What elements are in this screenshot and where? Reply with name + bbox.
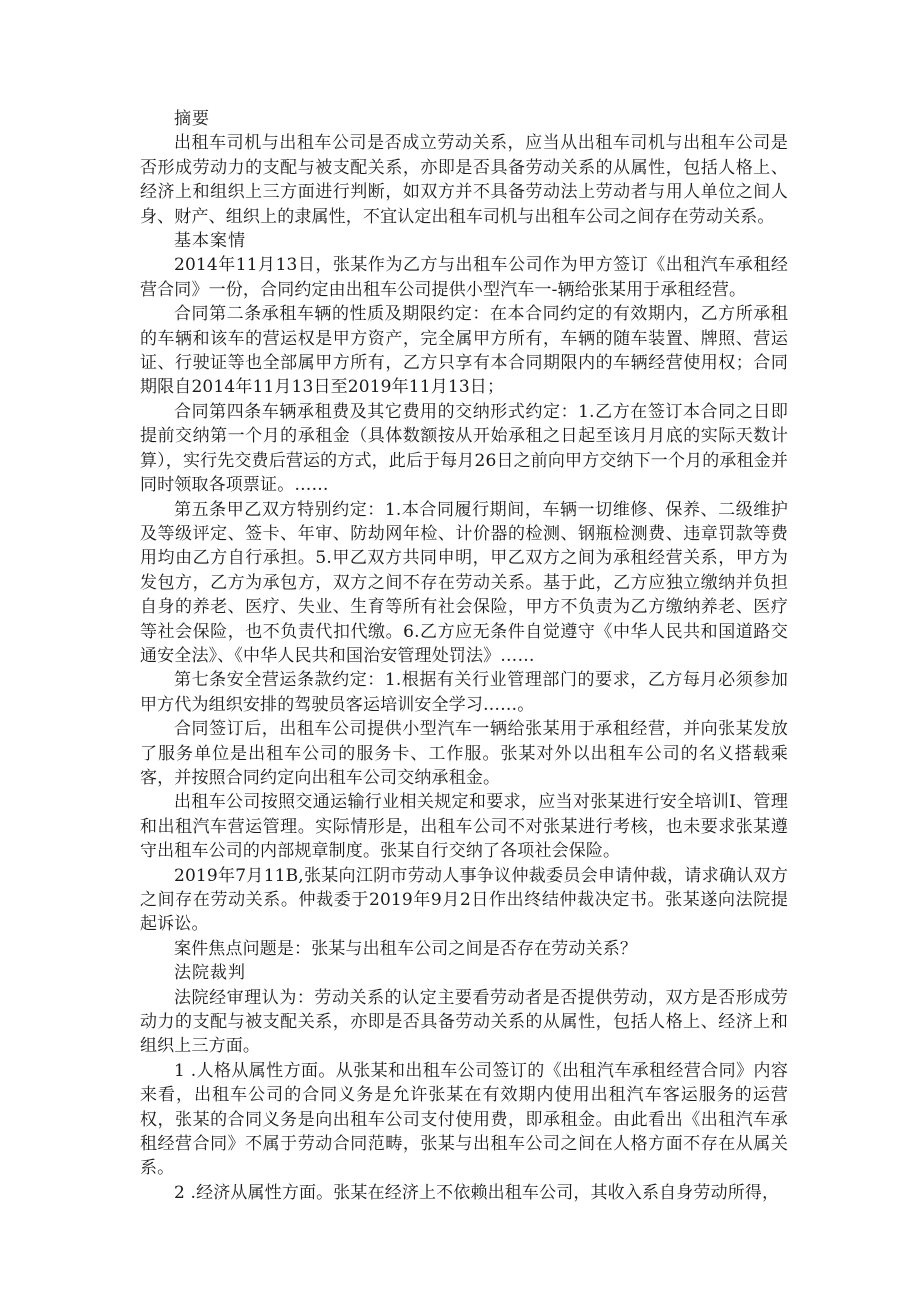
case-paragraph-7: 出租车公司按照交通运输行业相关规定和要求，应当对张某进行安全培训I、管理和出租汽车营运管理。实际情形是，出租车公司不对张某进行考核，也未要求张某遵守出租车公司的内部规章制度。张某自行交纳了各项社会保险。 xyxy=(140,792,788,862)
document-page xyxy=(140,107,788,1205)
case-focus-question: 案件焦点问题是：张某与出租车公司之间是否存在劳动关系？ xyxy=(174,938,638,959)
ruling-paragraph-1: 法院经审理认为：劳动关系的认定主要看劳动者是否提供劳动，双方是否形成劳动力的支配与被支配关系，亦即是否具备劳动关系的从属性，包括人格上、经济上和组织上三方面。 xyxy=(140,987,788,1057)
case-paragraph-2: 合同第二条承租车辆的性质及期限约定：在本合同约定的有效期内，乙方所承租的车辆和该车的营运权是甲方资产，完全属甲方所有，车辆的随车装置、牌照、营运证、行驶证等也全部属甲方所有，乙方只享有本合同期限内的车辆经营使用权；合同期限自2014年11月13日至2019年11月13日； xyxy=(140,304,788,398)
summary-paragraph: 出租车司机与出租车公司是否成立劳动关系，应当从出租车司机与出租车公司是否形成劳动力的支配与被支配关系，亦即是否具备劳动关系的从属性，包括人格上、经济上和组织上三方面进行判断，如双方并不具备劳动法上劳动者与用人单位之间人身、财产、组织上的隶属性，不宜认定出租车司机与出租车公司之间存在劳动关系。 xyxy=(140,133,788,227)
case-paragraph-3: 合同第四条车辆承租费及其它费用的交纳形式约定：1.乙方在签订本合同之日即提前交纳第一个月的承租金（具体数额按从开始承租之日起至该月月底的实际天数计算），实行先交费后营运的方式，此后于每月26日之前向甲方交纳下一个月的承租金并同时领取各项票证。…… xyxy=(140,401,788,496)
case-paragraph-6: 合同签订后，出租车公司提供小型汽车一辆给张某用于承租经营，并向张某发放了服务单位是出租车公司的服务卡、工作服。张某对外以出租车公司的名义搭载乘客，并按照合同约定向出租车公司交纳承租金。 xyxy=(140,719,788,788)
ruling-paragraph-2: 1 .人格从属性方面。从张某和出租车公司签订的《出租汽车承租经营合同》内容来看，出租车公司的合同义务是允许张某在有效期内使用出租汽车客运服务的运营权，张某的合同义务是向出租车公司支付使用费，即承租金。由此看出《出租汽车承租经营合同》不属于劳动合同范畴，张某与出租车公司之间在人格方面不存在从属关系。 xyxy=(140,1060,788,1179)
ruling-paragraph-3: 2 .经济从属性方面。张某在经济上不依赖出租车公司，其收入系自身劳动所得， xyxy=(174,1182,780,1203)
case-paragraph-5: 第七条安全营运条款约定：1.根据有关行业管理部门的要求，乙方每月必须参加甲方代为组织安排的驾驶员客运培训安全学习……。 xyxy=(140,670,788,715)
case-paragraph-4: 第五条甲乙双方特别约定：1.本合同履行期间，车辆一切维修、保养、二级维护及等级评定、签卡、年审、防劫网年检、计价器的检测、钢瓶检测费、违章罚款等费用均由乙方自行承担。5.甲乙双方共同申明，甲乙双方之间为承租经营关系，甲方为发包方，乙方为承包方，双方之间不存在劳动关系。基于此，乙方应独立缴纳并负担自身的养老、医疗、失业、生育等所有社会保险，甲方不负责为乙方缴纳养老、医疗等社会保险，也不负责代扣代缴。6.乙方应无条件自觉遵守《中华人民共和国道路交通安全法》、《中华人民共和国治安管理处罚法》…… xyxy=(140,499,788,666)
summary-heading: 摘要 xyxy=(174,109,210,129)
ruling-heading: 法院裁判 xyxy=(174,963,246,984)
case-paragraph-1: 2014年11月13日，张某作为乙方与出租车公司作为甲方签订《出租汽车承租经营合同》一份，合同约定由出租车公司提供小型汽车一-辆给张某用于承租经营。 xyxy=(140,255,788,300)
case-heading: 基本案情 xyxy=(174,231,246,252)
case-paragraph-8: 2019年7月11B,张某向江阴市劳动人事争议仲裁委员会申请仲裁，请求确认双方之间存在劳动关系。仲裁委于2019年9月2日作出终结仲裁决定书。张某遂向法院提起诉讼。 xyxy=(140,865,788,935)
